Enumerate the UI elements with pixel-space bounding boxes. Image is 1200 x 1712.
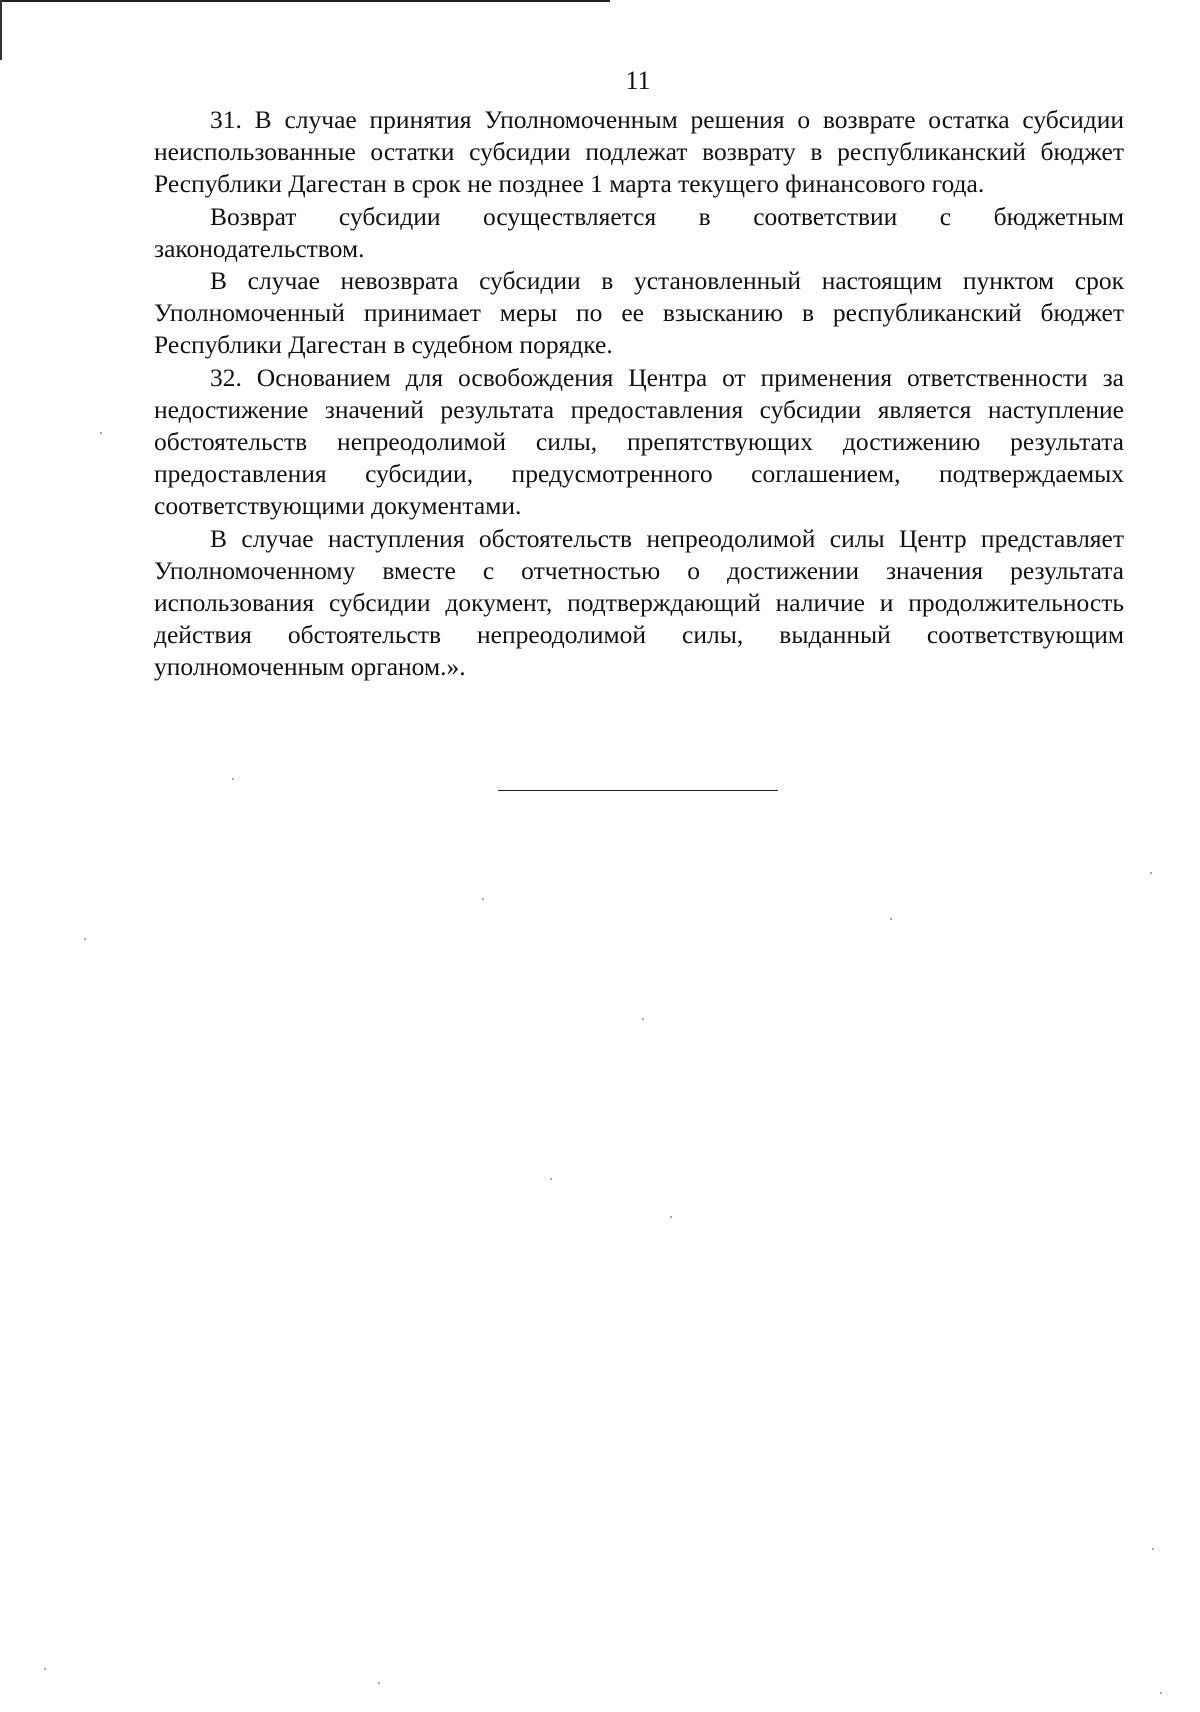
paragraph-return-per-budget-law: Возврат субсидии осуществляется в соответствии с бюджетным законодательством.: [154, 201, 1124, 263]
scan-speck: [890, 918, 892, 920]
scan-speck: [84, 938, 86, 940]
paragraph-non-return-recovery: В случае невозврата субсидии в установленный настоящим пунктом срок Уполномоченный принимает меры по ее взысканию в республиканский бюджет Республики Дагестан в судебном порядке.: [154, 266, 1124, 360]
scan-top-edge: [0, 0, 610, 2]
document-body: [154, 104, 1124, 684]
scan-speck: [482, 898, 484, 900]
scan-speck: [232, 778, 234, 780]
paragraph-32-force-majeure-exemption: 32. Основанием для освобождения Центра от применения ответственности за недостижение значений результата предоставления субсидии является наступление обстоятельств непреодолимой силы, препятствующих достижению результата предоставления субсидии, предусмотренного соглашением, подтверждаемых соответствующими документами.: [154, 362, 1124, 521]
scan-speck: [44, 1668, 46, 1670]
scan-speck: [642, 1018, 644, 1020]
scan-speck: [378, 1682, 380, 1684]
scan-left-edge: [0, 0, 2, 60]
scan-speck: [100, 432, 102, 434]
page-number: 11: [625, 66, 651, 95]
scan-speck: [550, 1178, 552, 1180]
paragraph-31-return-of-subsidy: 31. В случае принятия Уполномоченным решения о возврате остатка субсидии неиспользованные остатки субсидии подлежат возврату в республиканский бюджет Республики Дагестан в срок не позднее 1 марта текущего финансового года.: [154, 105, 1124, 199]
scan-speck: [670, 1216, 672, 1218]
scan-speck: [1150, 872, 1152, 874]
paragraph-force-majeure-documents: В случае наступления обстоятельств непреодолимой силы Центр представляет Уполномоченному вместе с отчетностью о достижении значения результата использования субсидии документ, подтверждающий наличие и продолжительность действия обстоятельств непреодолимой силы, выданный соответствующим уполномоченным органом.».: [154, 523, 1124, 682]
scan-speck: [1152, 1548, 1154, 1550]
end-of-text-separator: [498, 790, 778, 791]
scan-speck: [1160, 1692, 1162, 1694]
